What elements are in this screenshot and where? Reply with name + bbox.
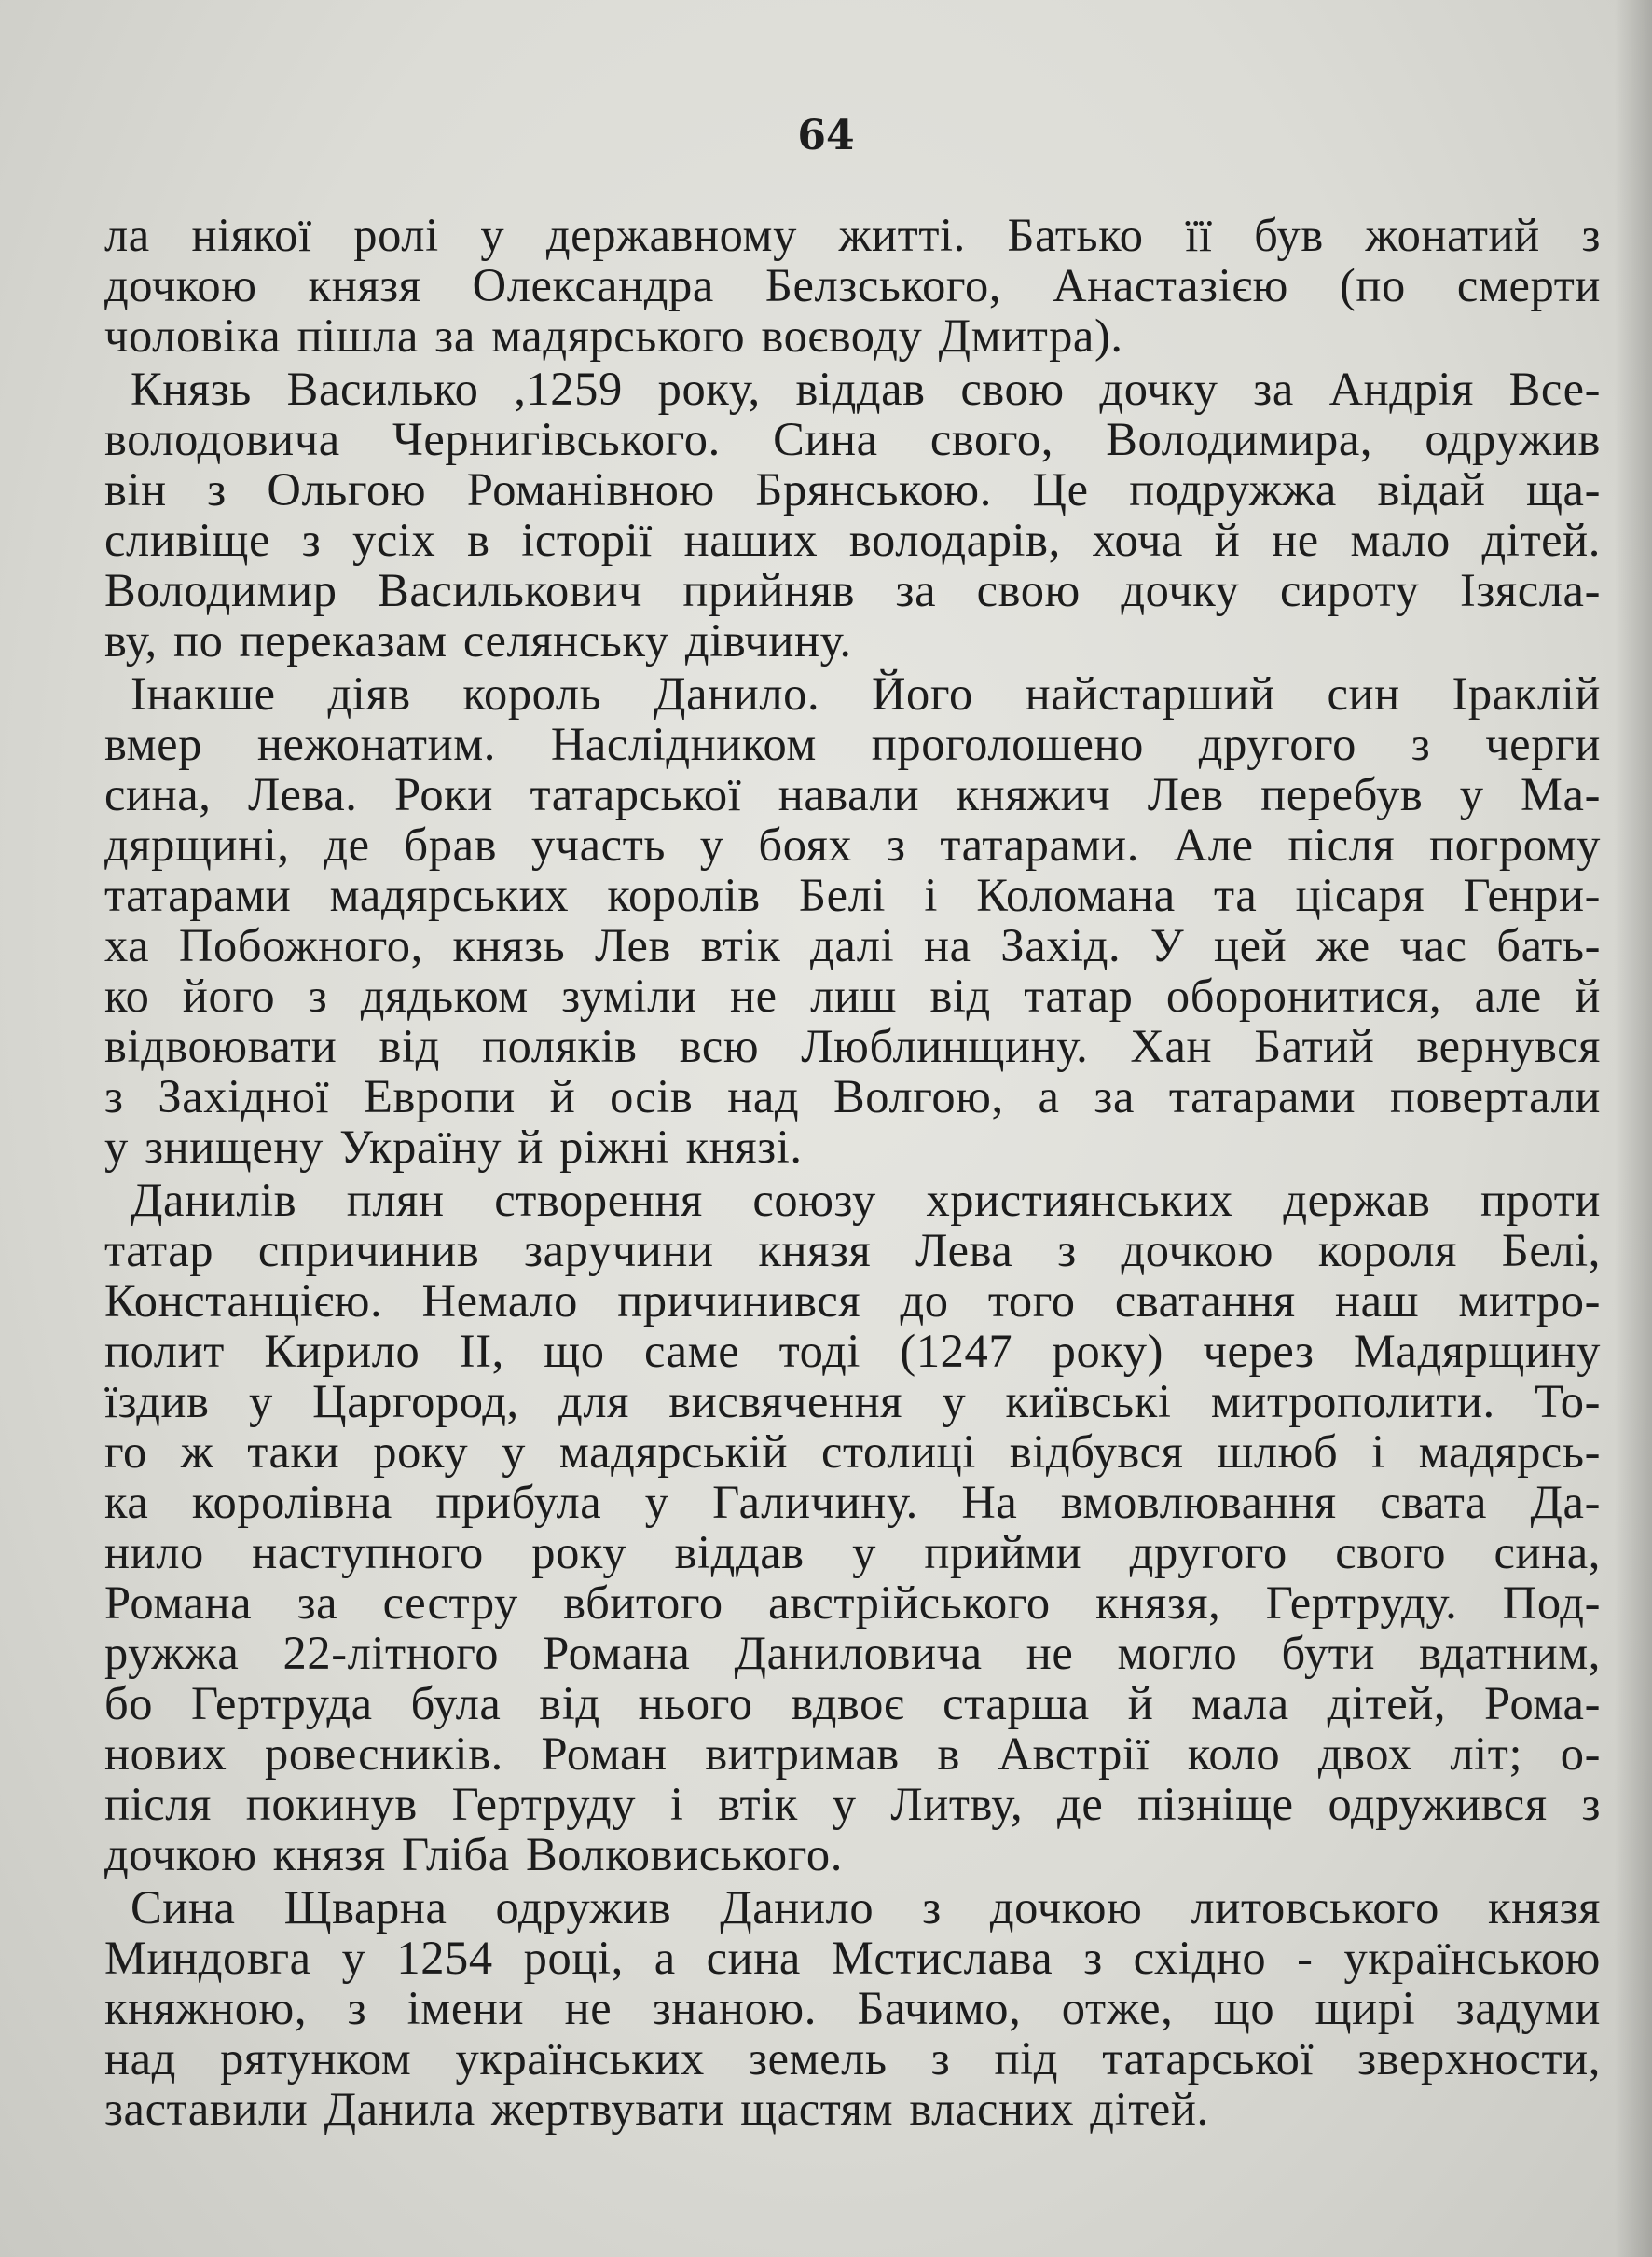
paragraph xyxy=(104,668,1601,1172)
text-line: сливіще з усіх в історії наших володарів, хоча й не мало дітей. xyxy=(104,514,1601,566)
body-text xyxy=(104,210,1601,2137)
page-number: 64 xyxy=(797,112,855,159)
text-line: Володимир Василькович прийняв за свою дочку сироту Ізясла- xyxy=(104,564,1601,616)
text-line: ла ніякої ролі у державному житті. Батько її був жонатий з xyxy=(104,209,1601,261)
text-line: сина, Лева. Роки татарської навали княжич Лев перебув у Ма- xyxy=(104,768,1601,820)
text-line: татарами мадярських королів Белі і Коломана та цісаря Генри- xyxy=(104,869,1601,921)
text-line: їздив у Царгород, для висвячення у київські митрополити. То- xyxy=(104,1375,1601,1427)
paragraph xyxy=(104,210,1601,361)
text-line: Данилів плян створення союзу християнських держав проти xyxy=(131,1174,1601,1226)
text-line: у знищену Україну й ріжні князі. xyxy=(104,1121,803,1173)
paragraph xyxy=(104,364,1601,666)
text-line: він з Ольгою Романівною Брянською. Це подружжа відай ща- xyxy=(104,463,1601,516)
text-line: ружжа 22-літного Романа Даниловича не могло бути вдатним, xyxy=(104,1627,1601,1679)
text-line: заставили Данила жертвувати щастям власних дітей. xyxy=(104,2083,1209,2135)
text-line: дочкою князя Гліба Волковиського. xyxy=(104,1828,843,1880)
text-line: го ж таки року у мадярській столиці відбувся шлюб і мадярсь- xyxy=(104,1425,1601,1478)
text-line: Констанцією. Немало причинився до того сватання наш митро- xyxy=(104,1274,1601,1327)
text-line: дочкою князя Олександра Белзського, Анастазією (по смерти xyxy=(104,259,1601,311)
text-line: після покинув Гертруду і втік у Литву, де пізніще одружився з xyxy=(104,1778,1601,1830)
text-line: Сина Щварна одружив Данило з дочкою литовського князя xyxy=(131,1881,1601,1934)
text-line: з Західної Европи й осів над Волгою, а за татарами повертали xyxy=(104,1070,1601,1122)
text-line: відвоювати від поляків всю Люблинщину. Хан Батий вернувся xyxy=(104,1020,1601,1072)
paragraph xyxy=(104,1882,1601,2134)
text-line: над рятунком українських земель з під татарської зверхности, xyxy=(104,2032,1601,2085)
text-line: княжною, з імени не знаною. Бачимо, отже, що щирі задуми xyxy=(104,1982,1601,2034)
text-line: Князь Василько ,1259 року, віддав свою дочку за Андрія Все- xyxy=(131,363,1601,415)
text-line: бо Гертруда була від нього вдвоє старша й мала дітей, Рома- xyxy=(104,1677,1601,1729)
text-line: полит Кирило ІІ, що саме тоді (1247 року) через Мадярщину xyxy=(104,1325,1601,1377)
text-line: татар спричинив заручини князя Лева з дочкою короля Белі, xyxy=(104,1224,1601,1276)
text-line: нило наступного року віддав у прийми другого свого сина, xyxy=(104,1526,1601,1578)
page-edge-shadow xyxy=(1615,0,1652,2257)
text-line: ха Побожного, князь Лев втік далі на Захід. У цей же час бать- xyxy=(104,919,1601,971)
text-line: Романа за сестру вбитого австрійського князя, Гертруду. Под- xyxy=(104,1576,1601,1629)
text-line: дярщині, де брав участь у боях з татарами. Але після погрому xyxy=(104,819,1601,871)
text-line: Інакше діяв король Данило. Його найстарший син Іраклій xyxy=(131,667,1601,720)
text-line: ко його з дядьком зуміли не лиш від татар оборонитися, але й xyxy=(104,970,1601,1022)
text-line: ка королівна прибула у Галичину. На вмовлювання свата Да- xyxy=(104,1476,1601,1528)
text-line: Миндовга у 1254 році, а сина Мстислава з східно - українською xyxy=(104,1932,1601,1984)
text-line: вмер нежонатим. Наслідником проголошено другого з черги xyxy=(104,718,1601,770)
text-line: чоловіка пішла за мадярського воєводу Дмитра). xyxy=(104,310,1123,362)
text-line: ву, по переказам селянську дівчину. xyxy=(104,614,852,667)
paragraph xyxy=(104,1175,1601,1879)
text-line: володовича Чернигівського. Сина свого, Володимира, одружив xyxy=(104,413,1601,465)
text-line: нових ровесників. Роман витримав в Австрії коло двох літ; о- xyxy=(104,1727,1601,1780)
